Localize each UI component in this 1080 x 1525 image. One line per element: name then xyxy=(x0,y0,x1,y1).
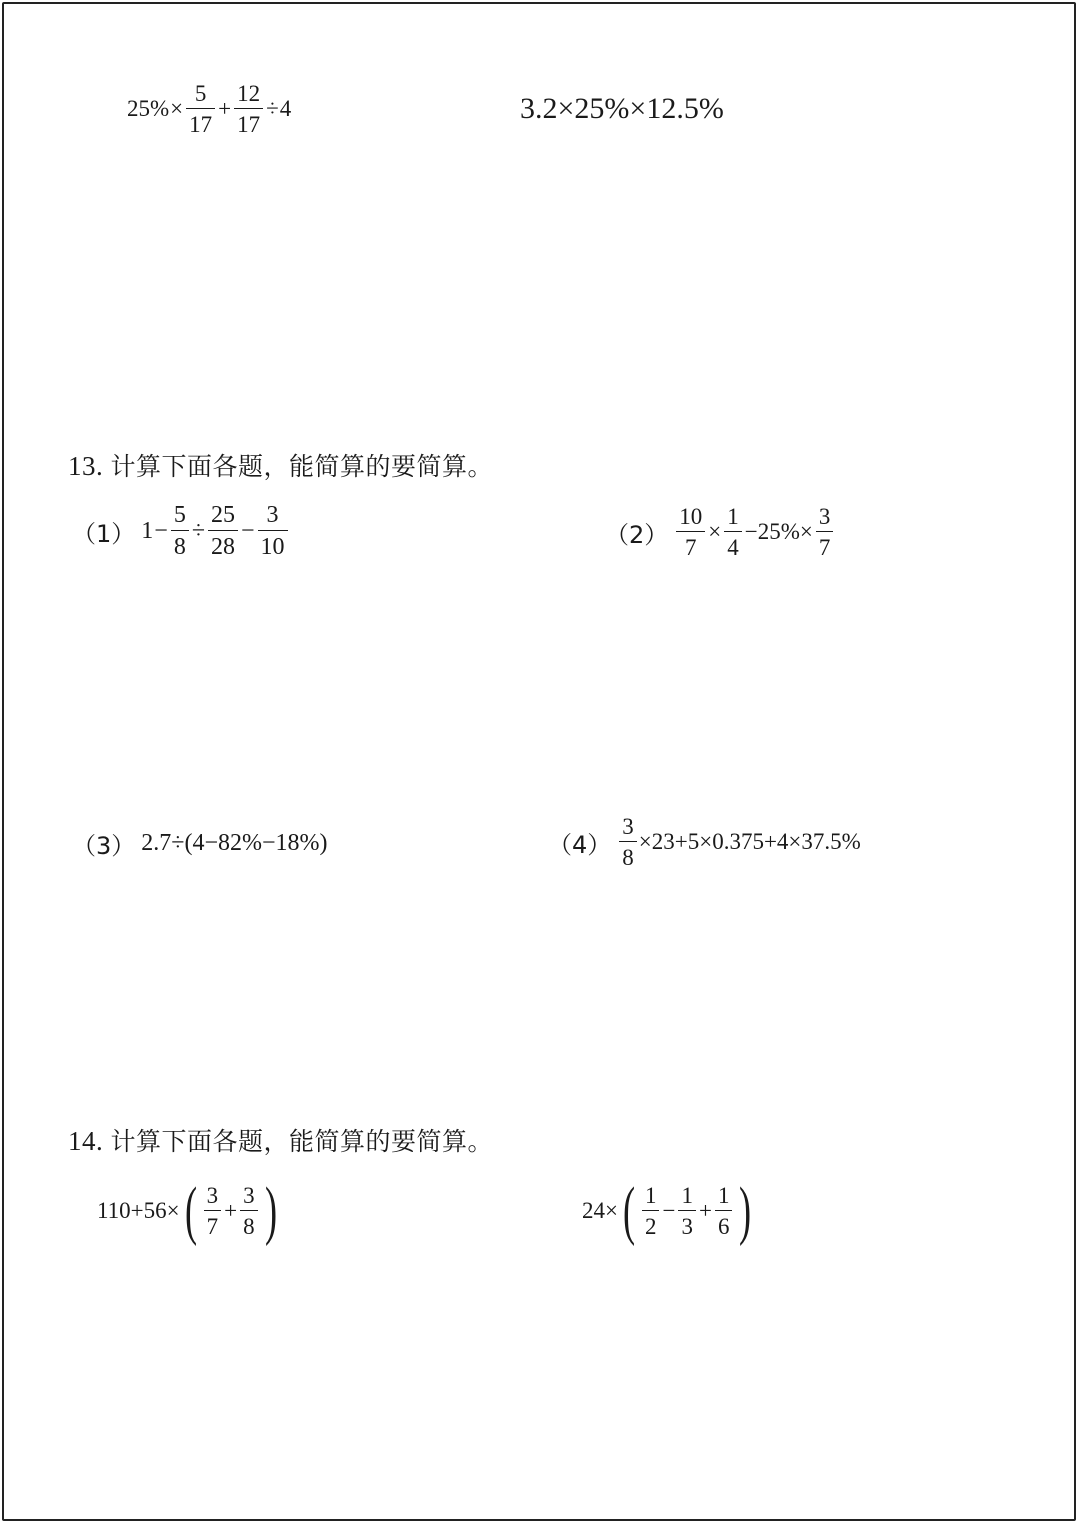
denominator: 2 xyxy=(644,1214,657,1239)
operator: + xyxy=(218,96,232,121)
operator: ÷ xyxy=(266,96,279,121)
denominator: 8 xyxy=(622,845,634,870)
denominator: 7 xyxy=(206,1214,219,1239)
numerator: 3 xyxy=(818,504,831,529)
operator: ÷ xyxy=(191,517,205,544)
expression-text: ×23+5×0.375+4×37.5% xyxy=(638,829,861,854)
right-paren: ) xyxy=(264,1174,277,1247)
denominator: 6 xyxy=(717,1214,730,1239)
fraction xyxy=(234,82,263,136)
top-right-expression xyxy=(520,92,724,126)
numerator: 1 xyxy=(717,1183,730,1208)
fraction xyxy=(642,1184,660,1238)
fraction xyxy=(204,1184,222,1238)
denominator: 8 xyxy=(243,1214,255,1239)
part-label: （3） xyxy=(72,832,136,860)
fraction xyxy=(186,82,215,136)
fraction xyxy=(258,503,288,559)
page-border xyxy=(2,2,1076,1521)
numerator: 1 xyxy=(727,504,739,529)
operator: −25%× xyxy=(744,519,813,544)
denominator: 28 xyxy=(211,534,235,560)
question-13-heading xyxy=(68,447,493,483)
numerator: 5 xyxy=(194,81,207,106)
part-label: （1） xyxy=(72,519,136,548)
numerator: 5 xyxy=(173,502,186,528)
q14-part1 xyxy=(97,1174,282,1247)
question-number: 14. xyxy=(68,1126,104,1156)
numerator: 25 xyxy=(211,502,235,528)
fraction xyxy=(240,1184,258,1238)
denominator: 17 xyxy=(237,112,261,137)
fraction xyxy=(724,505,742,559)
term: 25% xyxy=(127,96,170,121)
term: 4 xyxy=(279,96,292,121)
expression-text: 24× xyxy=(582,1198,618,1223)
operator: − xyxy=(154,517,168,544)
operator: × xyxy=(170,96,184,121)
right-paren: ) xyxy=(739,1174,752,1247)
fraction xyxy=(678,1184,696,1238)
numerator: 1 xyxy=(681,1183,693,1208)
left-paren: ( xyxy=(622,1174,636,1247)
q13-part3 xyxy=(72,826,328,861)
numerator: 12 xyxy=(237,81,261,106)
denominator: 7 xyxy=(685,535,697,560)
question-14-heading xyxy=(68,1122,493,1158)
fraction xyxy=(676,505,705,559)
q13-part1 xyxy=(72,503,290,559)
top-left-expression xyxy=(127,82,291,136)
operator: + xyxy=(698,1198,712,1223)
expression-text: 2.7÷(4−82%−18%) xyxy=(141,830,328,856)
fraction xyxy=(715,1184,733,1238)
question-text: 计算下面各题，能简算的要简算。 xyxy=(110,1127,494,1156)
question-number: 13. xyxy=(68,451,104,481)
part-label: （4） xyxy=(548,830,612,859)
denominator: 8 xyxy=(173,534,186,560)
left-paren: ( xyxy=(184,1174,197,1247)
expression-text: 110+56× xyxy=(97,1198,180,1223)
numerator: 3 xyxy=(266,502,279,528)
fraction xyxy=(619,815,637,869)
denominator: 3 xyxy=(681,1214,693,1239)
numerator: 3 xyxy=(243,1183,255,1208)
q13-part4 xyxy=(548,815,861,869)
fraction xyxy=(171,503,189,559)
q13-part2 xyxy=(605,505,835,559)
expression-text: 3.2×25%×12.5% xyxy=(520,92,724,125)
fraction xyxy=(208,503,238,559)
denominator: 4 xyxy=(727,535,739,560)
operator: + xyxy=(224,1198,238,1223)
denominator: 17 xyxy=(189,112,213,137)
numerator: 1 xyxy=(644,1183,657,1208)
q14-part2 xyxy=(582,1174,756,1247)
term: 1 xyxy=(141,517,154,544)
fraction xyxy=(816,505,834,559)
operator: − xyxy=(662,1198,676,1223)
denominator: 7 xyxy=(818,535,831,560)
denominator: 10 xyxy=(260,534,285,560)
question-text: 计算下面各题，能简算的要简算。 xyxy=(110,452,494,481)
numerator: 3 xyxy=(622,814,634,839)
operator: − xyxy=(241,517,255,544)
part-label: （2） xyxy=(605,520,669,549)
numerator: 10 xyxy=(679,504,703,529)
operator: × xyxy=(708,519,722,544)
numerator: 3 xyxy=(206,1183,219,1208)
